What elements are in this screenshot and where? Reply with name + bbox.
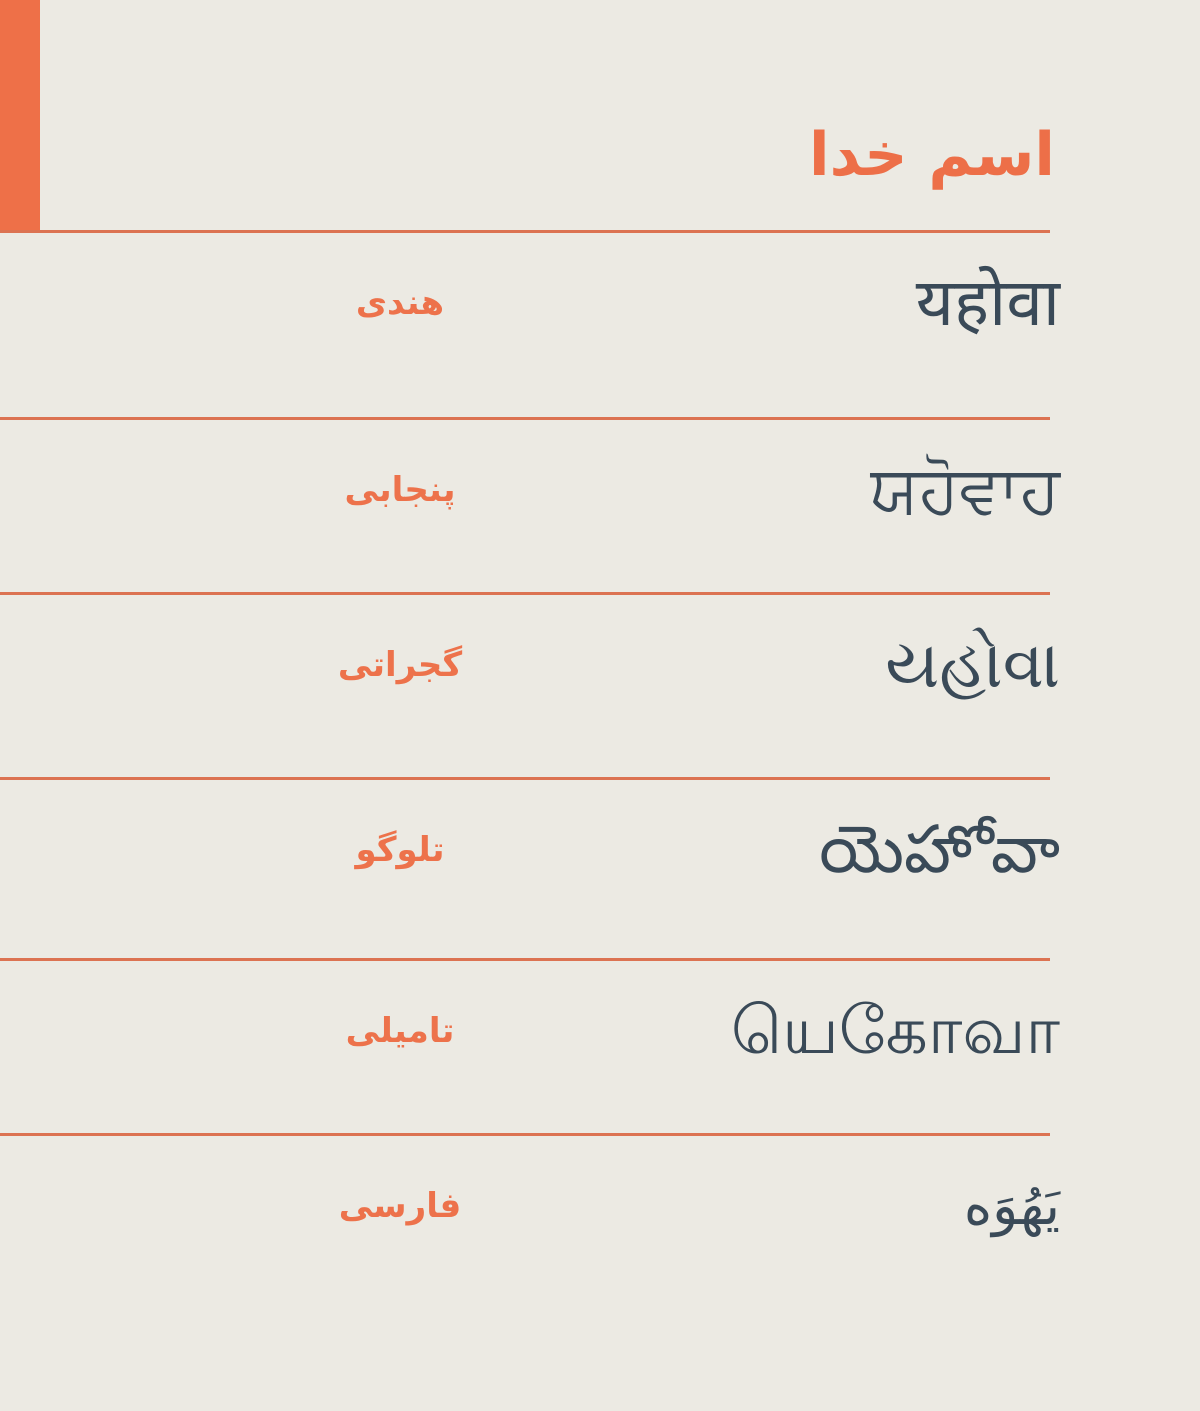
language-label: فارسی [338,1186,462,1226]
divine-name: యెహోవా [819,811,1060,889]
language-label: هندی [355,283,445,323]
language-label: تامیلی [345,1011,455,1051]
accent-bar [0,0,40,233]
language-label: گجراتی [337,645,463,685]
page-title: اسم خدا [809,120,1055,190]
table-row [0,1133,1200,1279]
divine-name: યહોવા [885,626,1060,704]
divine-name: यहोवा [915,264,1060,342]
table-row [0,777,1200,923]
table-row [0,230,1200,376]
divine-name: یَهُوَه [963,1173,1060,1237]
divine-name: யெகோவா [730,992,1060,1070]
divine-name: ਯਹੋਵਾਹ [870,451,1060,529]
language-label: پنجابی [344,470,456,510]
language-label: تلوگو [355,830,445,870]
table-row [0,958,1200,1104]
table-row [0,417,1200,563]
table-row [0,592,1200,738]
